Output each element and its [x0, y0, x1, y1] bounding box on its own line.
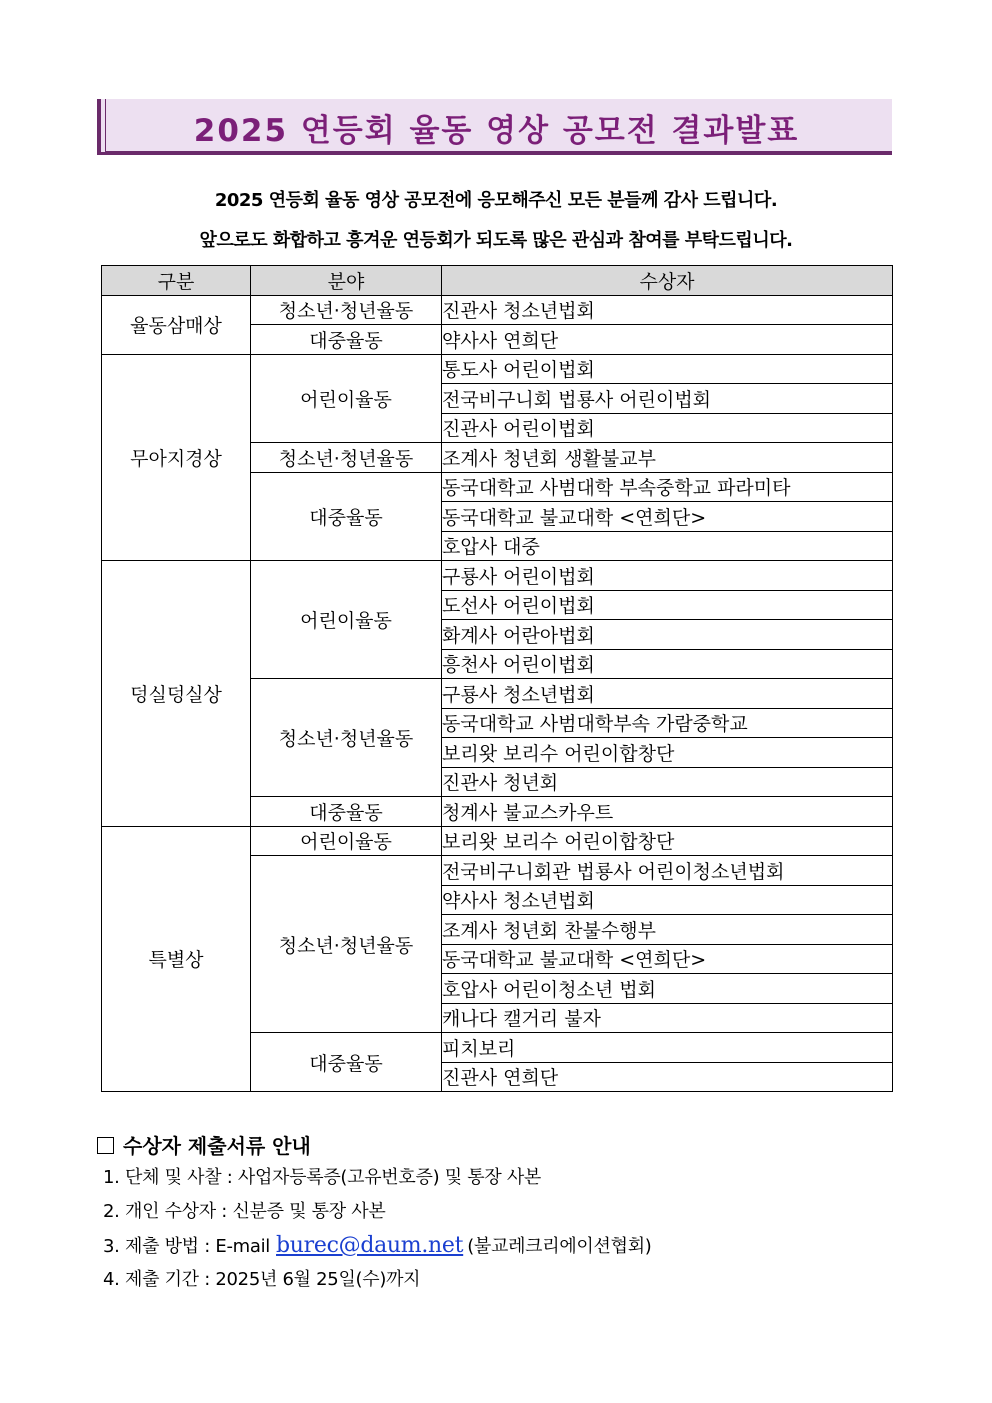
- title-banner: [97, 99, 892, 155]
- page-title: 2025 연등회 율동 영상 공모전 결과발표: [193, 113, 800, 149]
- header-category: 구분: [102, 266, 251, 296]
- table-row: [102, 354, 893, 384]
- winner-cell: 보리왓 보리수 어린이합창단: [442, 826, 893, 856]
- intro-line-2: 앞으로도 화합하고 흥겨운 연등회가 되도록 많은 관심과 참여를 부탁드립니다.: [199, 230, 793, 251]
- guide-item-3-prefix: 3. 제출 방법 : E-mail: [103, 1236, 271, 1257]
- category-cell: 덩실덩실상: [102, 561, 251, 827]
- winner-cell: 피치보리: [442, 1033, 893, 1063]
- table-row: [102, 561, 893, 591]
- list-item: [103, 1198, 652, 1232]
- winner-cell: 동국대학교 불교대학 <연희단>: [442, 944, 893, 974]
- field-cell: 대중율동: [251, 797, 442, 827]
- winner-cell: 진관사 청소년법회: [442, 295, 893, 325]
- winner-cell: 청계사 불교스카우트: [442, 797, 893, 827]
- winner-cell: 구룡사 청소년법회: [442, 679, 893, 709]
- winner-cell: 진관사 청년회: [442, 767, 893, 797]
- field-cell: 어린이율동: [251, 354, 442, 443]
- category-cell: 무아지경상: [102, 354, 251, 561]
- guide-item-2: 2. 개인 수상자 : 신분증 및 통장 사본: [103, 1201, 386, 1222]
- winner-cell: 약사사 청소년법회: [442, 885, 893, 915]
- field-cell: 대중율동: [251, 472, 442, 561]
- table-row: [102, 826, 893, 856]
- winner-cell: 보리왓 보리수 어린이합창단: [442, 738, 893, 768]
- winner-cell: 전국비구니회관 법룡사 어린이청소년법회: [442, 856, 893, 886]
- winner-cell: 동국대학교 불교대학 <연희단>: [442, 502, 893, 532]
- table-row: [102, 295, 893, 325]
- winner-cell: 전국비구니회 법룡사 어린이법회: [442, 384, 893, 414]
- checkbox-square-icon: [97, 1137, 114, 1154]
- winner-cell: 화계사 어란아법회: [442, 620, 893, 650]
- submission-guide-heading: [97, 1130, 311, 1159]
- table-header-row: [102, 266, 893, 296]
- winner-cell: 동국대학교 사범대학부속 가람중학교: [442, 708, 893, 738]
- winner-cell: 동국대학교 사범대학 부속중학교 파라미타: [442, 472, 893, 502]
- winner-cell: 진관사 어린이법회: [442, 413, 893, 443]
- field-cell: 대중율동: [251, 325, 442, 355]
- field-cell: 어린이율동: [251, 826, 442, 856]
- list-item: [103, 1266, 652, 1300]
- submission-guide-heading-text: 수상자 제출서류 안내: [123, 1134, 311, 1158]
- field-cell: 청소년·청년율동: [251, 856, 442, 1033]
- field-cell: 청소년·청년율동: [251, 295, 442, 325]
- winner-cell: 캐나다 캘거리 불자: [442, 1003, 893, 1033]
- guide-item-3-suffix: (불교레크리에이션협회): [467, 1236, 652, 1257]
- winner-cell: 약사사 연희단: [442, 325, 893, 355]
- results-table: [101, 265, 893, 1092]
- category-cell: 특별상: [102, 826, 251, 1092]
- winner-cell: 흥천사 어린이법회: [442, 649, 893, 679]
- submission-guide-list: [103, 1164, 652, 1300]
- header-field: 분야: [251, 266, 442, 296]
- guide-item-1: 1. 단체 및 사찰 : 사업자등록증(고유번호증) 및 통장 사본: [103, 1167, 542, 1188]
- winner-cell: 도선사 어린이법회: [442, 590, 893, 620]
- winner-cell: 조계사 청년회 찬불수행부: [442, 915, 893, 945]
- field-cell: 어린이율동: [251, 561, 442, 679]
- guide-item-4: 4. 제출 기간 : 2025년 6월 25일(수)까지: [103, 1269, 421, 1290]
- winner-cell: 통도사 어린이법회: [442, 354, 893, 384]
- field-cell: 청소년·청년율동: [251, 443, 442, 473]
- list-item: [103, 1164, 652, 1198]
- field-cell: 대중율동: [251, 1033, 442, 1092]
- winner-cell: 호압사 어린이청소년 법회: [442, 974, 893, 1004]
- list-item: [103, 1232, 652, 1266]
- category-cell: 율동삼매상: [102, 295, 251, 354]
- winner-cell: 호압사 대중: [442, 531, 893, 561]
- winner-cell: 진관사 연희단: [442, 1062, 893, 1092]
- winner-cell: 조계사 청년회 생활불교부: [442, 443, 893, 473]
- header-winner: 수상자: [442, 266, 893, 296]
- intro-line-1: 2025 연등회 율동 영상 공모전에 응모해주신 모든 분들께 감사 드립니다.: [214, 190, 778, 211]
- field-cell: 청소년·청년율동: [251, 679, 442, 797]
- email-link[interactable]: burec@daum.net: [276, 1233, 464, 1258]
- winner-cell: 구룡사 어린이법회: [442, 561, 893, 591]
